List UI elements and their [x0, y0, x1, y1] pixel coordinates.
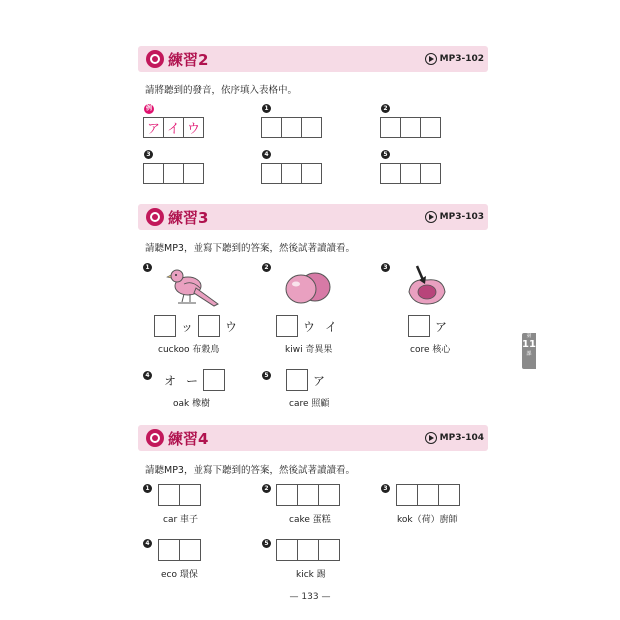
answer-box: ア — [143, 117, 164, 138]
answer-boxes[interactable] — [396, 484, 459, 506]
answer-box[interactable] — [438, 484, 460, 506]
answer-boxes[interactable] — [261, 163, 321, 184]
word-caption: kick 踢 — [296, 570, 326, 580]
answer-box[interactable] — [318, 484, 340, 506]
answer-box[interactable] — [158, 484, 180, 506]
mp3-label: MP3-102 — [439, 54, 484, 64]
answer-box[interactable] — [417, 484, 439, 506]
section-header-practice-2 — [138, 46, 488, 72]
item-number: 3 — [381, 263, 390, 272]
answer-box[interactable] — [154, 315, 176, 337]
answer-box: イ — [163, 117, 184, 138]
kana-char: ウ — [224, 319, 237, 334]
mp3-track[interactable] — [425, 210, 484, 224]
answer-box[interactable] — [276, 484, 298, 506]
item-number: 5 — [262, 371, 271, 380]
answer-boxes[interactable] — [380, 163, 440, 184]
answer-box[interactable] — [281, 117, 302, 138]
kana-answer-row[interactable] — [154, 315, 242, 337]
answer-box[interactable] — [420, 117, 441, 138]
kana-char: ー — [185, 373, 198, 388]
kana-answer-row[interactable] — [159, 369, 225, 391]
word-caption: kok（荷）廚師 — [397, 515, 458, 525]
answer-box[interactable] — [318, 539, 340, 561]
item-number: 1 — [143, 263, 152, 272]
target-icon — [146, 429, 164, 447]
instruction: 請聽MP3，並寫下聽到的答案，然後試著讀讀看。 — [145, 465, 355, 476]
answer-boxes[interactable] — [158, 539, 200, 561]
item-number: 1 — [262, 104, 271, 113]
kana-char: ウ — [302, 319, 315, 334]
kana-char: イ — [324, 319, 337, 334]
play-icon[interactable] — [425, 432, 437, 444]
section-title: 練習3 — [168, 209, 209, 227]
instruction: 請將聽到的發音，依序填入表格中。 — [145, 85, 298, 96]
answer-boxes[interactable] — [143, 163, 203, 184]
mp3-label: MP3-103 — [439, 212, 484, 222]
answer-box[interactable] — [261, 117, 282, 138]
example-badge: 例 — [145, 105, 152, 112]
answer-box[interactable] — [143, 163, 164, 184]
kana-answer-row[interactable] — [276, 315, 342, 337]
answer-box[interactable] — [297, 539, 319, 561]
answer-box[interactable] — [297, 484, 319, 506]
section-title: 練習2 — [168, 51, 209, 69]
word-caption: kiwi 奇異果 — [285, 345, 333, 355]
item-number: 5 — [381, 150, 390, 159]
target-icon — [146, 50, 164, 68]
play-icon[interactable] — [425, 211, 437, 223]
chapter-tab-number: 11 — [522, 339, 536, 350]
mp3-track[interactable] — [425, 52, 484, 66]
word-caption: cuckoo 布穀鳥 — [158, 345, 220, 355]
kiwi-fruit-illustration — [284, 268, 334, 308]
kana-answer-row[interactable] — [408, 315, 452, 337]
item-number: 2 — [262, 484, 271, 493]
answer-box[interactable] — [179, 539, 201, 561]
word-caption: car 車子 — [163, 515, 199, 525]
item-number: 4 — [262, 150, 271, 159]
page-number: — 133 — — [289, 592, 331, 602]
answer-box[interactable] — [198, 315, 220, 337]
answer-boxes[interactable] — [276, 484, 339, 506]
item-number: 3 — [381, 484, 390, 493]
answer-box[interactable] — [183, 163, 204, 184]
cuckoo-bird-illustration — [166, 262, 220, 310]
answer-box[interactable] — [380, 163, 401, 184]
word-caption: core 核心 — [410, 345, 451, 355]
answer-box[interactable] — [408, 315, 430, 337]
answer-boxes[interactable] — [158, 484, 200, 506]
item-number: 4 — [143, 539, 152, 548]
answer-box[interactable] — [261, 163, 282, 184]
section-header-practice-3 — [138, 204, 488, 230]
kana-char: ア — [434, 319, 447, 334]
word-caption: care 照顧 — [289, 399, 330, 409]
answer-box[interactable] — [396, 484, 418, 506]
chapter-tab — [522, 333, 536, 369]
answer-box[interactable] — [400, 117, 421, 138]
answer-boxes[interactable] — [261, 117, 321, 138]
answer-box: ウ — [183, 117, 204, 138]
section-header-practice-4 — [138, 425, 488, 451]
answer-box[interactable] — [276, 539, 298, 561]
chapter-tab-prefix: 第 — [526, 333, 532, 339]
answer-box[interactable] — [301, 117, 322, 138]
answer-box[interactable] — [380, 117, 401, 138]
answer-box[interactable] — [163, 163, 184, 184]
fruit-core-illustration — [405, 264, 449, 306]
kana-char: オ — [163, 373, 176, 388]
answer-box[interactable] — [203, 369, 225, 391]
item-number: 5 — [262, 539, 271, 548]
kana-char: ッ — [180, 319, 193, 334]
section-title: 練習4 — [168, 430, 209, 448]
kana-char: ア — [312, 373, 325, 388]
word-caption: cake 蛋糕 — [289, 515, 331, 525]
answer-box[interactable] — [286, 369, 308, 391]
item-number: 2 — [381, 104, 390, 113]
answer-box[interactable] — [301, 163, 322, 184]
instruction: 請聽MP3，並寫下聽到的答案，然後試著讀讀看。 — [145, 243, 355, 254]
item-number: 1 — [143, 484, 152, 493]
answer-boxes[interactable] — [380, 117, 440, 138]
answer-box[interactable] — [281, 163, 302, 184]
item-number: 2 — [262, 263, 271, 272]
item-number: 3 — [144, 150, 153, 159]
item-number: 4 — [143, 371, 152, 380]
target-icon — [146, 208, 164, 226]
chapter-tab-suffix: 課 — [526, 351, 532, 357]
word-caption: oak 橡樹 — [173, 399, 211, 409]
mp3-track[interactable] — [425, 431, 484, 445]
answer-boxes[interactable] — [276, 539, 339, 561]
answer-box[interactable] — [158, 539, 180, 561]
answer-box[interactable] — [420, 163, 441, 184]
kana-answer-row[interactable] — [286, 369, 330, 391]
mp3-label: MP3-104 — [439, 433, 484, 443]
play-icon[interactable] — [425, 53, 437, 65]
word-caption: eco 環保 — [161, 570, 198, 580]
answer-box[interactable] — [400, 163, 421, 184]
answer-box[interactable] — [276, 315, 298, 337]
example-answer-boxes — [143, 117, 203, 138]
answer-box[interactable] — [179, 484, 201, 506]
